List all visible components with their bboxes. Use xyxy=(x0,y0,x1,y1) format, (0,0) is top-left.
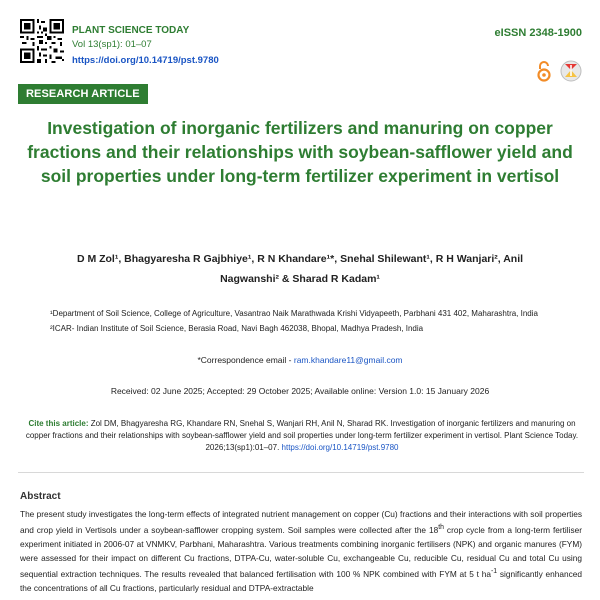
abstract-part: The present study investigates the long-term effects of integrated nutrient management on copper (Cu) fractions and their interactions with soil properties and crop yield in Vertisols under a soybean-safflower cropping system. Soil samples were collected after the 18 xyxy=(20,509,582,535)
abstract-text xyxy=(20,507,582,595)
correspondence xyxy=(0,355,600,365)
cite-label: Cite this article: xyxy=(28,419,89,428)
affiliations xyxy=(50,306,570,336)
doi-link[interactable]: https://doi.org/10.14719/pst.9780 xyxy=(72,55,219,66)
author-list xyxy=(70,249,530,289)
abstract-part: crop cycle from a long-term fertiliser experiment initiated in 2006-07 at VNMKV, Parbhani, Maharashtra. Various treatments combining inorganic fertilisers (NPK) and organic manures (FYM) were assessed for their impact on different Cu fractions, DTPA-Cu, water-soluble Cu, exchangeable Cu, reducible Cu, residual Cu and total Cu using sequential extraction techniques. The results revealed that balanced fertilisation with 100 % NPK combined with FYM at 5 t ha xyxy=(20,524,582,579)
open-access-icon[interactable] xyxy=(536,60,552,82)
eissn: eISSN 2348-1900 xyxy=(494,27,582,39)
abstract-heading: Abstract xyxy=(20,491,61,502)
citation-text: Zol DM, Bhagyaresha RG, Khandare RN, Snehal S, Wanjari RH, Anil N, Sharad RK. Investigation of inorganic fertilizers and manuring on copper fractions and their relationships with soybean-safflower yield and soil properties under long-term fertilizer experiment in vertisol. Plant Science Today. 2026;13(sp1):01–07. xyxy=(25,419,579,452)
crossmark-icon[interactable] xyxy=(560,60,582,82)
superscript: -1 xyxy=(490,567,498,575)
citation-doi-link[interactable]: https://doi.org/10.14719/pst.9780 xyxy=(281,443,399,452)
journal-info xyxy=(72,24,219,68)
publication-dates: Received: 02 June 2025; Accepted: 29 October 2025; Available online: Version 1.0: 15 January 2026 xyxy=(110,386,490,396)
citation-block xyxy=(22,418,582,454)
superscript: th xyxy=(438,524,444,531)
journal-name: PLANT SCIENCE TODAY xyxy=(72,25,190,36)
affiliation-2: ²ICAR- Indian Institute of Soil Science, Berasia Road, Navi Bagh 462038, Bhopal, Madhya Pradesh, India xyxy=(50,324,424,333)
correspondence-email-link[interactable]: ram.khandare11@gmail.com xyxy=(293,355,403,365)
correspondence-label: *Correspondence email - xyxy=(197,355,294,365)
qr-code-icon xyxy=(20,19,64,63)
article-title: Investigation of inorganic fertilizers and manuring on copper fractions and their relationships with soybean-safflower yield and soil properties under long-term fertilizer experiment in vertisol xyxy=(27,118,573,186)
divider xyxy=(18,472,584,473)
author-line: D M Zol¹, Bhagyaresha R Gajbhiye¹, R N Khandare¹*, Snehal Shilewant¹, R H Wanjari², Anil xyxy=(76,253,524,265)
volume-info: Vol 13(sp1): 01–07 xyxy=(72,39,152,50)
author-line: Nagwanshi² & Sharad R Kadam¹ xyxy=(220,273,380,285)
abstract-part: significantly enhanced the concentrations of all Cu fractions, particularly residual and DTPA-extractable xyxy=(20,568,582,593)
affiliation-1: ¹Department of Soil Science, College of Agriculture, Vasantrao Naik Marathwada Krishi Vidyapeeth, Parbhani 431 402, Maharashtra, India xyxy=(50,309,538,318)
article-type-banner: RESEARCH ARTICLE xyxy=(18,84,148,104)
